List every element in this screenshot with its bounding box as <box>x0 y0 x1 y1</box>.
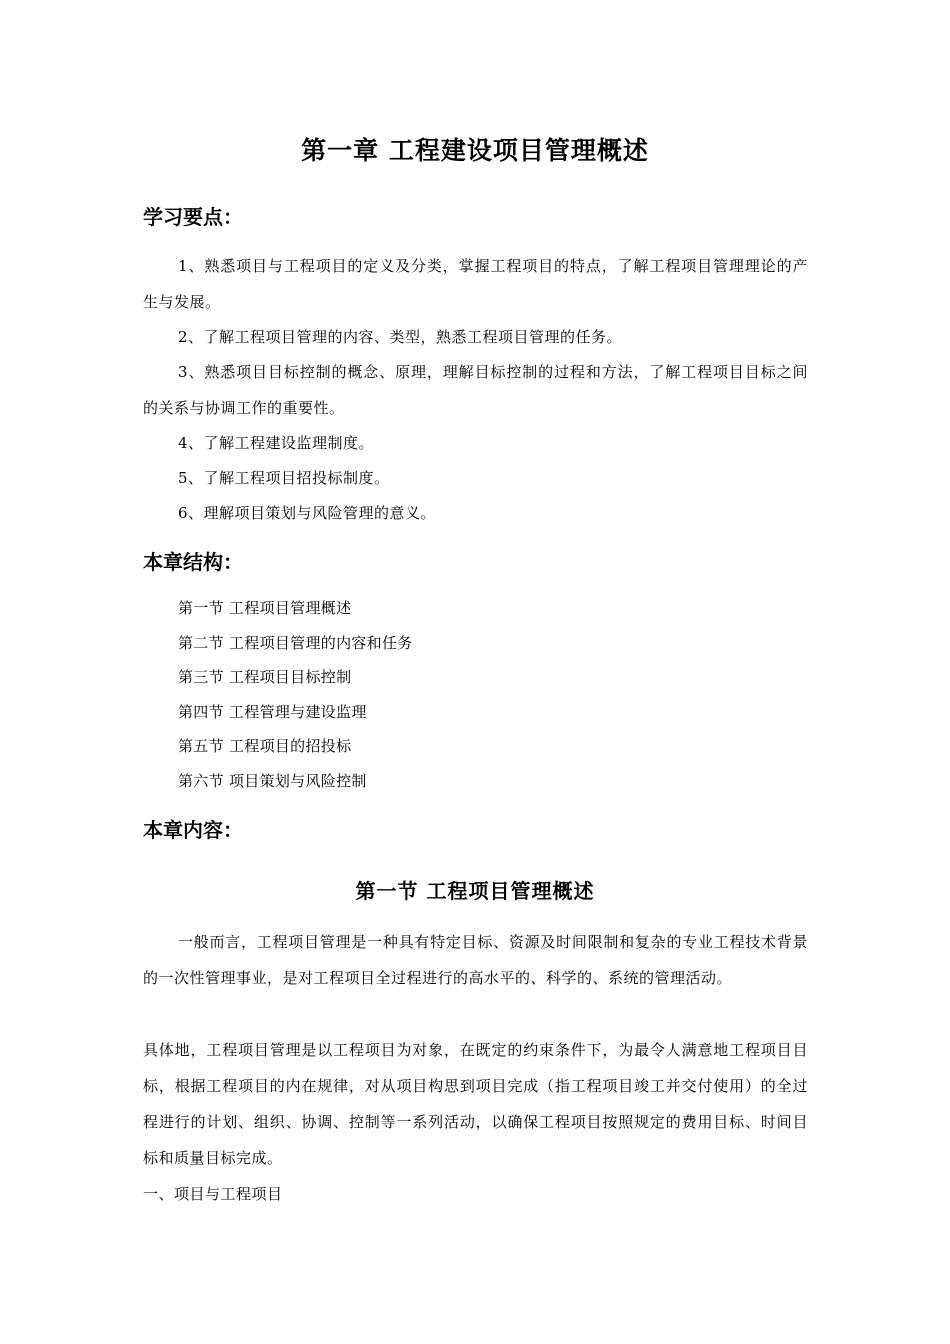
study-point-6: 6、理解项目策划与风险管理的意义。 <box>178 504 437 522</box>
section-title: 第一节 工程项目管理概述 <box>355 879 595 903</box>
study-point-2: 2、了解工程项目管理的内容、类型，熟悉工程项目管理的任务。 <box>178 328 623 346</box>
study-points-heading: 学习要点： <box>143 205 243 229</box>
study-point-3: 3、熟悉项目目标控制的概念、原理，理解目标控制的过程和方法，了解工程项目目标之间的关系与协调工作的重要性。 <box>143 363 808 417</box>
structure-heading: 本章结构： <box>143 550 243 574</box>
subsection-heading: 一、项目与工程项目 <box>143 1185 283 1203</box>
content-heading: 本章内容： <box>143 818 243 842</box>
content-paragraph-1: 一般而言，工程项目管理是一种具有特定目标、资源及时间限制和复杂的专业工程技术背景的一次性管理事业，是对工程项目全过程进行的高水平的、科学的、系统的管理活动。 <box>143 933 808 987</box>
content-paragraph-2: 具体地，工程项目管理是以工程项目为对象，在既定的约束条件下，为最令人满意地工程项目目标，根据工程项目的内在规律，对从项目构思到项目完成（指工程项目竣工并交付使用）的全过程进行的计划、组织、协调、控制等一系列活动，以确保工程项目按照规定的费用目标、时间目标和质量目标完成。 <box>143 1041 808 1167</box>
study-point-5: 5、了解工程项目招投标制度。 <box>178 469 390 487</box>
structure-item: 第一节 工程项目管理概述 <box>178 599 352 617</box>
structure-item: 第二节 工程项目管理的内容和任务 <box>178 633 413 652</box>
structure-item: 第五节 工程项目的招投标 <box>178 737 352 756</box>
chapter-title: 第一章 工程建设项目管理概述 <box>301 136 649 165</box>
structure-list <box>178 591 413 799</box>
study-point-1: 1、熟悉项目与工程项目的定义及分类，掌握工程项目的特点，了解工程项目管理理论的产生与发展。 <box>143 257 808 311</box>
structure-item: 第六节 项目策划与风险控制 <box>178 771 367 790</box>
study-point-4: 4、了解工程建设监理制度。 <box>178 434 375 452</box>
structure-item: 第三节 工程项目目标控制 <box>178 668 352 687</box>
structure-item: 第四节 工程管理与建设监理 <box>178 702 367 721</box>
